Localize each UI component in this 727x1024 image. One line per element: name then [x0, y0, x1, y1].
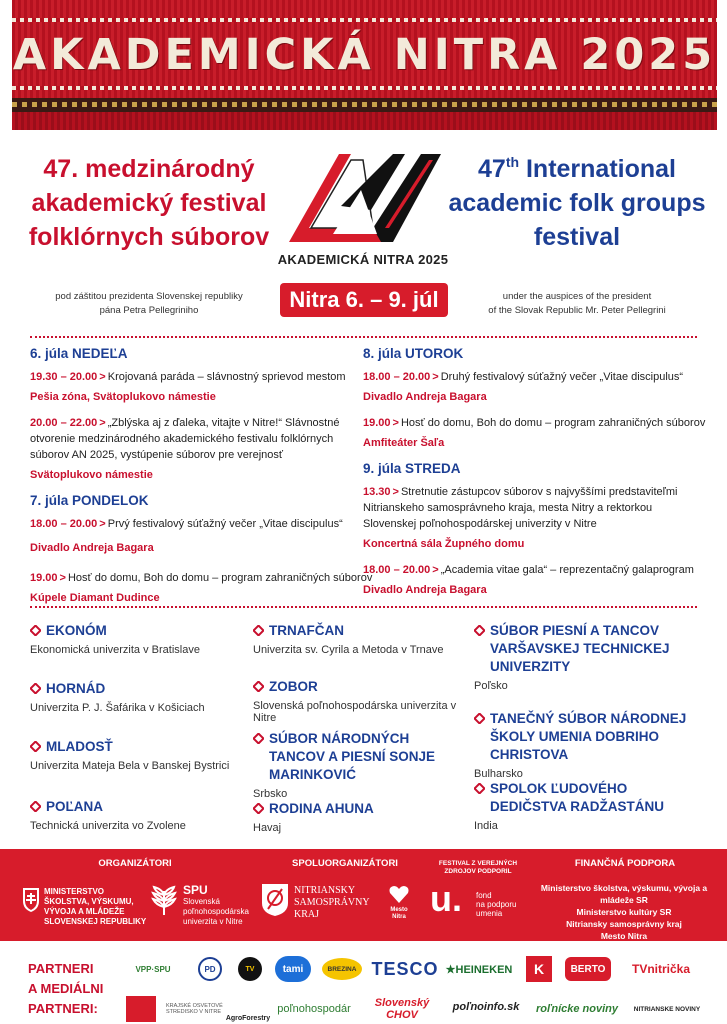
patronage-slovak: pod záštitou prezidenta Slovenskej republiky pána Petra Pellegriniho	[55, 291, 243, 316]
banner-title: AKADEMICKÁ NITRA 2025	[12, 30, 717, 80]
spu-wheat-icon	[150, 885, 178, 917]
event-time: 19.00	[363, 417, 391, 429]
mesto-nitra-logo-text: Mesto Nitra	[390, 907, 408, 920]
ensemble-name: EKONÓM	[46, 623, 107, 638]
ensemble-origin: Ekonomická univerzita v Bratislave	[30, 644, 200, 656]
ensemble-entry	[30, 622, 248, 656]
diamond-icon	[474, 783, 485, 794]
ensemble-name: HORNÁD	[46, 681, 106, 696]
ministry-logo-text: MINISTERSTVO ŠKOLSTVA, VÝSKUMU, VÝVOJA A MLÁDEŽE SLOVENSKEJ REPUBLIKY	[44, 887, 147, 926]
ensemble-name: MLADOSŤ	[46, 739, 113, 754]
partner-logo-slovensky-chov: Slovenský CHOV	[374, 997, 430, 1021]
dotted-divider	[30, 336, 697, 338]
title-line: 47. medzinárodný	[43, 155, 255, 183]
partner-logo-rolnicke-noviny: roľnícke noviny	[536, 1003, 618, 1015]
program-column-right	[363, 346, 708, 608]
event-time: 18.00 – 20.00	[363, 371, 431, 383]
event-text: Stretnutie zástupcov súborov s najvyššími predstaviteľmi Nitrianskeho samosprávneho kraja, mesta Nitry a rektorkou Slovenskej poľnohospodárskej univerzity v Nitre	[363, 486, 678, 530]
diamond-icon	[30, 625, 41, 636]
partner-logo-tv: TV	[238, 957, 262, 981]
partner-logo-kos: KRAJSKÉ OSVETOVÉ STREDISKO V NITRE	[166, 1003, 223, 1015]
event-text: Hosť do domu, Boh do domu – program zahraničných súborov	[400, 417, 706, 429]
spu-logo-text: SPU Slovenská poľnohospodárska univerzita v Nitre	[183, 883, 249, 926]
partner-logo-red-block	[126, 996, 156, 1022]
fpu-u-icon: u.	[430, 878, 462, 919]
event-place: Divadlo Andreja Bagara	[363, 391, 487, 403]
ensemble-origin: Univerzita P. J. Šafárika v Košiciach	[30, 702, 205, 714]
ensemble-name: POĽANA	[46, 799, 103, 814]
day-heading: 9. júla STREDA	[363, 461, 461, 476]
partner-logo-polnohospodar: poľnohospodár	[277, 1003, 351, 1015]
ensemble-origin: Havaj	[253, 822, 282, 834]
partner-logo-tesco: TESCO	[371, 958, 439, 979]
nsk-logo-text: NITRIANSKY SAMOSPRÁVNY KRAJ	[294, 885, 370, 920]
event-time: 20.00 – 22.00	[30, 417, 98, 429]
ensemble-origin: Srbsko	[253, 788, 288, 800]
dotted-divider	[30, 606, 697, 608]
arrow-icon: >	[392, 486, 399, 498]
ensemble-entry	[253, 678, 468, 724]
event-place: Divadlo Andreja Bagara	[30, 542, 154, 554]
event-time: 13.30	[363, 486, 391, 498]
ensemble-origin: Technická univerzita vo Zvolene	[30, 820, 186, 832]
ensemble-origin: Slovenská poľnohospodárska univerzita v Nitre	[253, 700, 457, 724]
event-place: Pešia zóna, Svätoplukovo námestie	[30, 391, 216, 403]
arrow-icon: >	[59, 572, 66, 584]
diamond-icon	[253, 625, 264, 636]
ensemble-origin: India	[474, 820, 498, 832]
diamond-icon	[253, 803, 264, 814]
event-text: Krojovaná paráda – slávnostný sprievod mestom	[107, 371, 346, 383]
event-place: Kúpele Diamant Dudince	[30, 592, 160, 604]
organizers-section	[0, 849, 727, 941]
program-day	[30, 493, 375, 606]
ensemble-name: SÚBOR PIESNÍ A TANCOV VARŠAVSKEJ TECHNICKEJ UNIVERZITY	[490, 623, 670, 674]
ensemble-name: SÚBOR NÁRODNÝCH TANCOV A PIESNÍ SONJE MARINKOVIĆ	[269, 731, 436, 782]
arrow-icon: >	[432, 371, 439, 383]
ensemble-name: TANEČNÝ SÚBOR NÁRODNEJ ŠKOLY UMENIA DOBRIHO CHRISTOVA	[490, 711, 687, 762]
program-event	[363, 369, 708, 405]
event-time: 18.00 – 20.00	[363, 564, 431, 576]
fpu-logo-text: fond na podporu umenia	[476, 891, 517, 918]
program-event	[30, 570, 375, 606]
program-day	[363, 461, 708, 598]
ensemble-entry	[253, 622, 468, 656]
event-place: Divadlo Andreja Bagara	[363, 584, 487, 596]
diamond-icon	[253, 733, 264, 744]
ensemble-entry	[30, 738, 248, 772]
diamond-icon	[30, 741, 41, 752]
title-slovak	[20, 152, 278, 254]
ensemble-origin: Univerzita sv. Cyrila a Metoda v Trnave	[253, 644, 444, 656]
ensemble-entry	[30, 680, 248, 714]
event-text: Hosť do domu, Boh do domu – program zahraničných súborov	[67, 572, 373, 584]
day-heading: 7. júla PONDELOK	[30, 493, 149, 508]
diamond-icon	[474, 625, 485, 636]
ensemble-name: ZOBOR	[269, 679, 318, 694]
partner-logo-tvnitricka: TVnitrička	[631, 962, 691, 976]
ensemble-origin: Univerzita Mateja Bela v Banskej Bystrici	[30, 760, 230, 772]
diamond-icon	[30, 683, 41, 694]
event-text: „Zblýska aj z ďaleka, vitajte v Nitre!“ Slávnostné otvorenie medzinárodného akademického festivalu folklórnych súborov AN 2025, vystúpenie súborov pre verejnosť	[30, 417, 340, 461]
banner-stripe	[12, 102, 717, 107]
partner-logo-heineken: ★HEINEKEN	[445, 963, 513, 976]
title-line: akademický festival	[31, 189, 267, 217]
ensemble-entry	[474, 622, 704, 692]
program-event	[30, 516, 375, 556]
event-time: 18.00 – 20.00	[30, 518, 98, 530]
financial-support-heading: FINANČNÁ PODPORA	[574, 858, 676, 869]
date-badge: Nitra 6. – 9. júl	[280, 283, 448, 317]
event-place: Koncertná sála Župného domu	[363, 538, 525, 550]
arrow-icon: >	[99, 417, 106, 429]
event-place: Amfiteáter Šaľa	[363, 437, 445, 449]
program-event	[30, 415, 375, 483]
arrow-icon: >	[99, 518, 106, 530]
diamond-icon	[474, 713, 485, 724]
event-time: 19.30 – 20.00	[30, 371, 98, 383]
ensemble-origin: Poľsko	[474, 680, 508, 692]
ensemble-name: RODINA AHUNA	[269, 801, 374, 816]
ensemble-entry	[474, 710, 704, 780]
ensemble-entry	[30, 798, 248, 832]
partner-logo-kaufland: K	[526, 956, 552, 982]
mesto-nitra-heart-icon	[388, 883, 410, 905]
banner-stripe	[12, 18, 717, 22]
financial-support-list: Ministerstvo školstva, výskumu, vývoja a mládeže SR Ministerstvo kultúry SR Nitriansky samosprávny kraj Mesto Nitra	[540, 883, 708, 941]
partner-logo-brezina: BREZINA	[322, 958, 362, 980]
nsk-coat-of-arms-icon	[261, 883, 289, 917]
patronage-english: under the auspices of the president of the Slovak Republic Mr. Peter Pellegrini	[488, 291, 666, 316]
ensemble-entry	[474, 780, 704, 832]
event-place: Svätoplukovo námestie	[30, 469, 153, 481]
program-column-left	[30, 346, 375, 616]
partners-label: PARTNERI A MEDIÁLNI PARTNERI:	[28, 961, 104, 1016]
title-line: academic folk groups	[448, 189, 706, 217]
program-event	[363, 415, 708, 451]
ensemble-entry	[253, 800, 468, 834]
day-heading: 8. júla UTOROK	[363, 346, 464, 361]
organizers-heading: ORGANIZÁTORI	[98, 858, 172, 869]
event-text: „Academia vitae gala“ – reprezentačný galaprogram	[440, 564, 694, 576]
program-day	[30, 346, 375, 483]
banner-stripe	[12, 112, 717, 130]
event-text: Prvý festivalový súťažný večer „Vitae discipulus“	[107, 518, 343, 530]
diamond-icon	[253, 681, 264, 692]
arrow-icon: >	[432, 564, 439, 576]
festival-banner	[12, 0, 717, 130]
logo-caption: AKADEMICKÁ NITRA 2025	[277, 252, 449, 267]
partner-logo-tami: tami	[275, 956, 311, 982]
ensemble-entry	[253, 730, 468, 800]
day-heading: 6. júla NEDEĽA	[30, 346, 128, 361]
partner-logo-pd: PD	[198, 957, 222, 981]
ensemble-name: TRNAFČAN	[269, 623, 344, 638]
program-day	[363, 346, 708, 451]
slovak-coat-of-arms-icon	[22, 887, 40, 913]
event-text: Druhý festivalový súťažný večer „Vitae discipulus“	[440, 371, 684, 383]
event-time: 19.00	[30, 572, 58, 584]
partner-logo-agroforestry: AgroForestry	[225, 1015, 271, 1022]
program-event	[363, 562, 708, 598]
program-event	[363, 484, 708, 552]
partner-logo-polnoinfo: poľnoinfo.sk	[452, 1001, 520, 1013]
title-line: 47th International	[478, 154, 676, 183]
ensemble-name: SPOLOK ĽUDOVÉHO DEDIČSTVA RADŽASTÁNU	[490, 781, 664, 814]
ensemble-origin: Bulharsko	[474, 768, 523, 780]
banner-stripe	[12, 86, 717, 90]
partner-logo-berto: BERTO	[565, 957, 611, 981]
partner-logo-vpp-spu: VPP·SPU	[135, 964, 171, 974]
festival-logo	[281, 150, 447, 248]
funding-heading: FESTIVAL Z VEREJNÝCH ZDROJOV PODPORIL	[438, 860, 518, 875]
diamond-icon	[30, 801, 41, 812]
arrow-icon: >	[392, 417, 399, 429]
coorganizers-heading: SPOLUORGANIZÁTORI	[292, 858, 398, 869]
title-line: festival	[533, 223, 621, 251]
title-line: folklórnych súborov	[28, 223, 270, 251]
title-english	[443, 152, 711, 254]
program-event	[30, 369, 375, 405]
arrow-icon: >	[99, 371, 106, 383]
partner-logo-nitrianske-noviny: NITRIANSKE NOVINY	[633, 1005, 701, 1013]
